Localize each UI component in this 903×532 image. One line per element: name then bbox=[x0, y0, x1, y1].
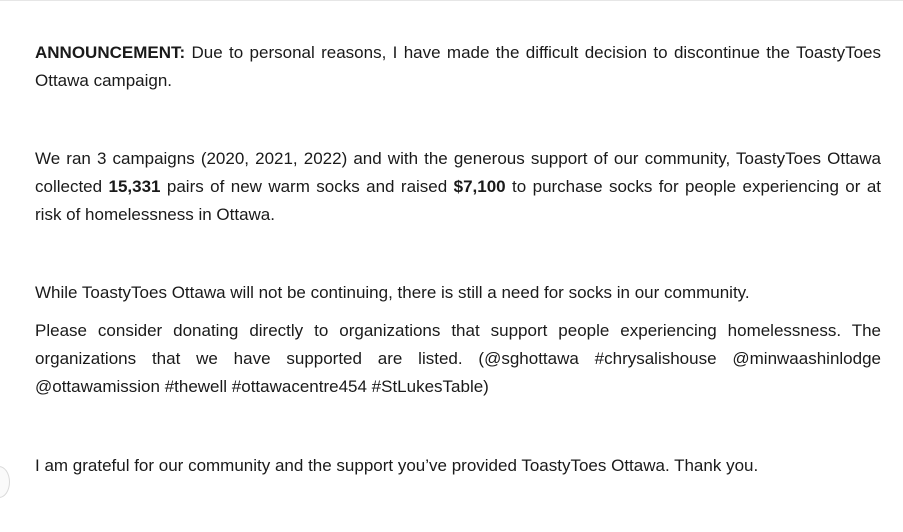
announcement-paragraph bbox=[35, 39, 881, 95]
campaign-results-text-a: We ran 3 campaigns (2020, 2021, 2022) and with the generous support of our community, ToastyToes Ottawa collected bbox=[35, 149, 881, 196]
campaign-results-text-b: pairs of new warm socks and raised bbox=[160, 177, 454, 196]
campaign-results-text-c: to purchase socks for people experiencing or at risk of homelessness in Ottawa. bbox=[35, 177, 881, 224]
scroll-handle[interactable] bbox=[0, 466, 10, 498]
announcement-label: ANNOUNCEMENT: bbox=[35, 43, 186, 62]
announcement-text: Due to personal reasons, I have made the difficult decision to discontinue the ToastyToes Ottawa campaign. bbox=[35, 43, 881, 90]
top-divider bbox=[0, 0, 903, 1]
amount-raised: $7,100 bbox=[453, 177, 506, 196]
thank-you-paragraph: I am grateful for our community and the support you’ve provided ToastyToes Ottawa. Thank you. bbox=[35, 456, 759, 475]
continuing-need-paragraph: While ToastyToes Ottawa will not be continuing, there is still a need for socks in our community. bbox=[35, 283, 750, 302]
donation-request-paragraph: Please consider donating directly to organizations that support people experiencing homelessness. The organizations that we have supported are listed. (@sghottawa #chrysalishouse @minwaashinlodge @ottawamission #thewell #ottawacentre454 #StLukesTable) bbox=[35, 321, 881, 396]
socks-count: 15,331 bbox=[108, 177, 161, 196]
campaign-results-paragraph bbox=[35, 145, 881, 229]
